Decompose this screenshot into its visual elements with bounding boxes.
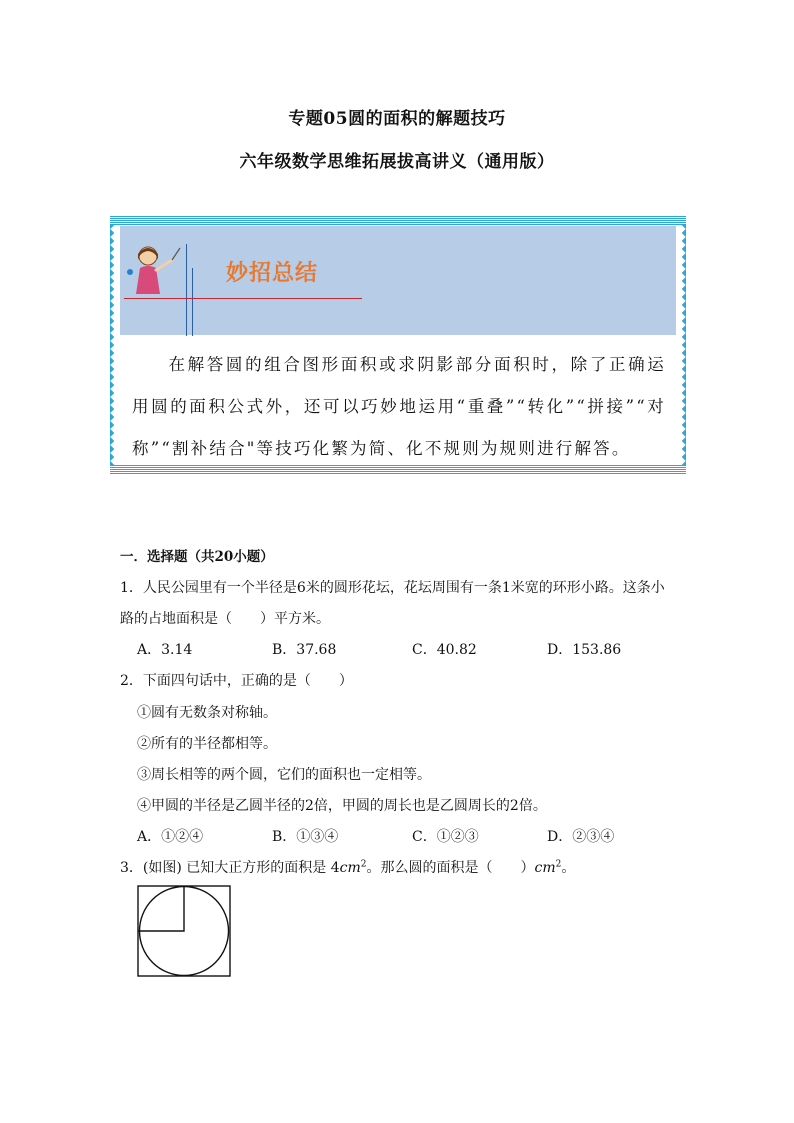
box-left-border [110,225,118,465]
page-subtitle: 六年级数学思维拓展拔高讲义（通用版） [239,152,555,172]
q1-option-b[interactable]: B．37.68 [272,642,337,658]
section-title: 一．选择题（共20小题） [120,549,274,565]
q1-option-a[interactable]: A．3.14 [137,642,193,658]
decor-rule [124,298,362,299]
question-2-line1: 2．下面四句话中，正确的是（ ） [120,673,353,689]
q2-option-d[interactable]: D．②③④ [547,829,615,845]
q2-option-b[interactable]: B．①③④ [272,829,339,845]
square-with-inscribed-circle-diagram [137,885,231,977]
question-1-line1: 1．人民公园里有一个半径是6米的圆形花坛，花坛周围有一条1米宽的环形小路。这条小 [120,580,665,596]
decor-line [192,268,193,336]
question-1-line2: 路的占地面积是（ ）平方米。 [120,611,330,627]
page-title: 专题05圆的面积的解题技巧 [288,109,506,129]
q2-option-a[interactable]: A．①②④ [137,829,204,845]
box-top-border [110,216,686,225]
q2-option-c[interactable]: C．①②③ [412,829,479,845]
question-3: 3．(如图) 已知大正方形的面积是 $4cm^2$。那么圆的面积是（ ）$cm^2$。 [120,859,576,876]
q1-option-d[interactable]: D．153.86 [547,642,622,658]
box-inner [120,226,676,464]
q2-statement-2: ②所有的半径都相等。 [137,736,277,752]
q2-statement-1: ①圆有无数条对称轴。 [137,705,277,721]
q2-statement-4: ④甲圆的半径是乙圆半径的2倍，甲圆的周长也是乙圆周长的2倍。 [137,798,547,814]
decor-line [186,244,187,336]
summary-text: 在解答圆的组合图形面积或求阴影部分面积时，除了正确运用圆的面积公式外，还可以巧妙地运用“重叠”“转化”“拼接”“对称”“割补结合"等技巧化繁为简、化不规则为规则进行解答。 [132,355,666,458]
box-right-border [678,225,686,465]
summary-box [110,216,686,474]
q1-option-c[interactable]: C．40.82 [412,642,477,658]
summary-heading: 妙招总结 [226,261,319,286]
teacher-pointer-icon [126,242,182,298]
q2-statement-3: ③周长相等的两个圆，它们的面积也一定相等。 [137,767,431,783]
box-header-band [120,226,676,335]
